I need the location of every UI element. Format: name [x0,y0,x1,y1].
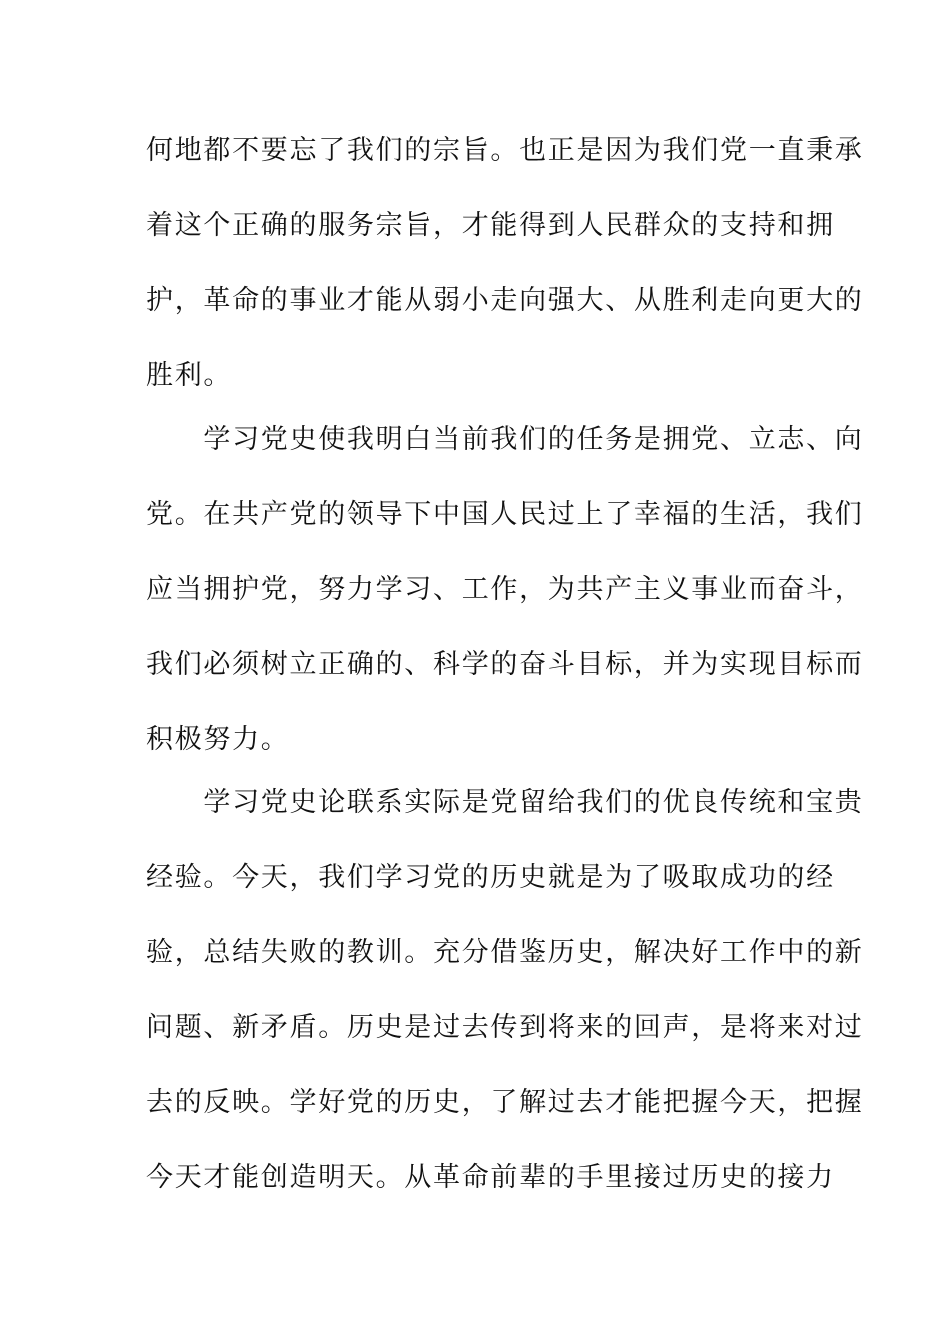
text-line: 学习党史论联系实际是党留给我们的优良传统和宝贵 [146,787,864,818]
text-line: 我们必须树立正确的、科学的奋斗目标，并为实现目标而 [146,649,864,680]
text-line: 今天才能创造明天。从革命前辈的手里接过历史的接力 [146,1162,835,1193]
text-line: 去的反映。学好党的历史，了解过去才能把握今天，把握 [146,1087,864,1118]
text-line: 着这个正确的服务宗旨，才能得到人民群众的支持和拥 [146,210,835,241]
text-line: 积极努力。 [146,724,290,755]
text-line: 胜利。 [146,360,233,391]
text-line: 验，总结失败的教训。充分借鉴历史，解决好工作中的新 [146,937,864,968]
text-line: 护，革命的事业才能从弱小走向强大、从胜利走向更大的 [146,285,864,316]
text-line: 党。在共产党的领导下中国人民过上了幸福的生活，我们 [146,499,864,530]
text-line: 经验。今天，我们学习党的历史就是为了吸取成功的经 [146,862,835,893]
text-line: 应当拥护党，努力学习、工作，为共产主义事业而奋斗， [146,574,864,605]
text-line: 何地都不要忘了我们的宗旨。也正是因为我们党一直秉承 [146,135,864,166]
text-line: 学习党史使我明白当前我们的任务是拥党、立志、向 [146,424,864,455]
text-line: 问题、新矛盾。历史是过去传到将来的回声，是将来对过 [146,1012,864,1043]
